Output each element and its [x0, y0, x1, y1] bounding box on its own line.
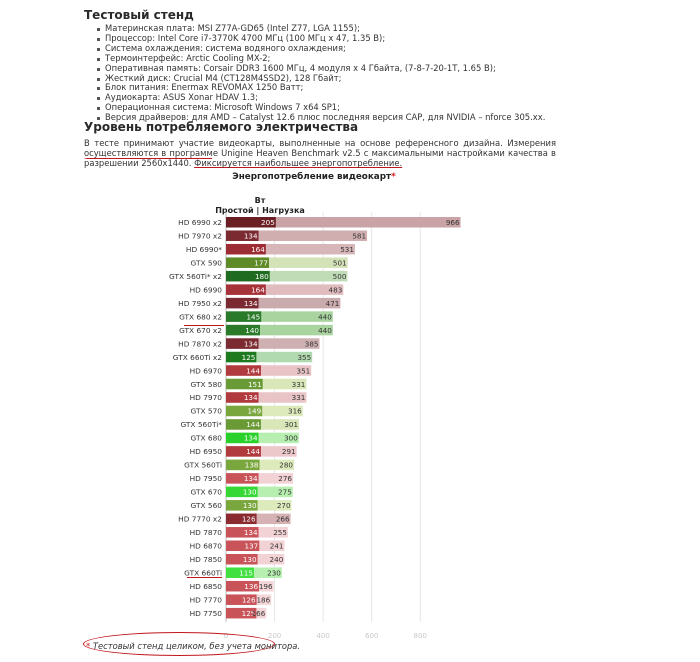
chart-series-label: Простой | Нагрузка	[215, 206, 305, 215]
load-value-label: 331	[291, 379, 306, 389]
testbed-heading: Тестовый стенд	[84, 8, 194, 22]
category-label: HD 7970 x2	[178, 231, 222, 241]
category-label: HD 6970	[189, 366, 222, 376]
category-label: GTX 660Ti x2	[172, 352, 222, 362]
chart-unit: Вт	[254, 196, 266, 205]
load-value-label: 275	[278, 487, 292, 497]
load-value-label: 241	[269, 541, 284, 551]
idle-value-label: 130	[242, 501, 257, 511]
power-heading: Уровень потребляемого электричества	[84, 120, 359, 134]
category-label: HD 7970	[189, 393, 222, 403]
idle-value-label: 140	[245, 325, 259, 335]
load-value-label: 240	[269, 555, 284, 564]
load-value-label: 385	[304, 339, 319, 349]
spec-item: Блок питания: Enermax REVOMAX 1250 Ватт;	[96, 83, 545, 93]
idle-value-label: 125	[241, 608, 256, 618]
category-label: HD 7950	[189, 474, 222, 484]
spec-item: Оперативная память: Corsair DDR3 1600 МГц, 4 модуля x 4 Гбайта, (7-8-7-20-1T, 1.65 В);	[96, 64, 545, 74]
load-value-label: 966	[445, 218, 460, 227]
footnote-text: Тестовый стенд целиком, без учета монитора.	[92, 641, 301, 651]
load-value-label: 355	[297, 352, 312, 362]
idle-value-label: 144	[246, 366, 260, 376]
idle-value-label: 144	[246, 447, 260, 457]
category-label: GTX 660Ti	[184, 568, 222, 578]
load-value-label: 351	[296, 366, 311, 376]
idle-value-label: 136	[244, 581, 259, 591]
load-value-label: 300	[284, 433, 298, 443]
idle-value-label: 177	[254, 258, 268, 268]
chart-title-mark: *	[391, 172, 396, 182]
x-tick-label: 800	[413, 632, 427, 640]
category-label: GTX 680	[190, 433, 222, 443]
category-label: GTX 560	[190, 501, 222, 511]
idle-value-label: 126	[241, 595, 256, 605]
load-value-label: 440	[318, 325, 332, 335]
load-value-label: 230	[267, 568, 281, 578]
load-value-label: 531	[340, 244, 354, 254]
spec-item: Термоинтерфейс: Arctic Cooling MX-2;	[96, 54, 545, 64]
load-value-label: 280	[279, 460, 293, 470]
idle-value-label: 130	[242, 487, 257, 497]
load-value-label: 276	[278, 474, 293, 484]
idle-value-label: 144	[246, 420, 260, 430]
load-value-label: 291	[281, 447, 296, 457]
spec-item: Жесткий диск: Crucial M4 (CT128M4SSD2), 128 Гбайт;	[96, 74, 545, 84]
benchmark-link[interactable]: Unigine Heaven Benchmark	[221, 148, 340, 159]
category-label: HD 7870 x2	[178, 339, 222, 349]
category-label: HD 6990 x2	[178, 218, 222, 227]
idle-value-label: 115	[239, 568, 253, 578]
annotation-underline-gtx680x2	[184, 325, 224, 326]
intro-text-1: В тесте принимают участие видеокарты, выполненные на основе референсного дизайна. Измерения осуществляются в программе	[84, 138, 556, 159]
idle-value-label: 205	[261, 218, 275, 227]
category-label: GTX 680 x2	[179, 312, 222, 322]
idle-value-label: 134	[243, 433, 258, 443]
idle-value-label: 138	[244, 460, 259, 470]
annotation-underline-gtx660ti	[187, 577, 222, 578]
idle-value-label: 134	[243, 298, 258, 308]
idle-value-label: 151	[247, 379, 262, 389]
x-tick-label: 200	[267, 632, 282, 640]
category-label: GTX 560Ti* x2	[169, 271, 222, 281]
intro-text-2: v2.5 с максимальными настройками качества в разрешении 2560x1440.	[84, 148, 556, 169]
category-label: GTX 570	[190, 406, 222, 416]
chart-title-text: Энергопотребление видеокарт	[232, 172, 392, 182]
category-label: HD 7850	[189, 555, 222, 564]
x-tick-label: 400	[316, 632, 330, 640]
footnote-mark: *	[86, 641, 91, 651]
idle-value-label: 134	[243, 231, 258, 241]
footnote	[86, 641, 300, 651]
idle-value-label: 134	[243, 474, 258, 484]
load-value-label: 331	[291, 393, 306, 403]
category-label: GTX 580	[190, 379, 222, 389]
category-label: HD 6990	[189, 285, 222, 295]
idle-value-label: 134	[243, 393, 258, 403]
load-value-label: 270	[276, 501, 291, 511]
x-tick-label: 0	[223, 632, 229, 640]
category-label: HD 7870	[189, 528, 222, 538]
load-value-label: 316	[288, 406, 302, 416]
idle-value-label: 164	[251, 285, 265, 295]
category-label: HD 6990*	[185, 244, 222, 254]
idle-value-label: 134	[243, 528, 258, 538]
load-value-label: 501	[332, 258, 347, 268]
load-value-label: 266	[275, 514, 290, 524]
category-label: HD 6950	[189, 447, 222, 457]
spec-item: Версия драйверов: для AMD – Catalyst 12.6 плюс последняя версия CAP, для NVIDIA – nforce 305.xx.	[96, 113, 545, 123]
category-label: GTX 560Ti	[184, 460, 222, 470]
idle-value-label: 130	[242, 555, 257, 564]
idle-value-label: 149	[247, 406, 262, 416]
load-value-label: 196	[258, 581, 273, 591]
category-label: HD 7950 x2	[178, 298, 222, 308]
load-value-label: 483	[328, 285, 343, 295]
load-value-label: 186	[256, 595, 271, 605]
category-label: GTX 560Ti*	[180, 420, 222, 430]
category-label: GTX 670 x2	[179, 325, 222, 335]
spec-item: Операционная система: Microsoft Windows 7 x64 SP1;	[96, 103, 545, 113]
spec-item: Аудиокарта: ASUS Xonar HDAV 1.3;	[96, 93, 545, 103]
load-value-label: 440	[318, 312, 332, 322]
spec-item: Процессор: Intel Core i7-3770K 4700 МГц (100 МГц x 47, 1.35 В);	[96, 34, 545, 44]
category-label: HD 6850	[189, 581, 222, 591]
category-label: HD 7770	[189, 595, 222, 605]
category-label: HD 7750	[189, 608, 222, 618]
idle-value-label: 180	[254, 271, 269, 281]
highlight-link[interactable]: Фиксируется наибольшее энергопотребление.	[194, 158, 403, 169]
load-value-label: 581	[352, 231, 367, 241]
category-label: GTX 590	[190, 258, 222, 268]
category-label: HD 6870	[189, 541, 222, 551]
category-label: HD 7770 x2	[178, 514, 222, 524]
idle-value-label: 134	[243, 339, 258, 349]
idle-value-label: 137	[244, 541, 259, 551]
load-value-label: 255	[273, 528, 287, 538]
load-value-label: 166	[251, 608, 266, 618]
x-tick-label: 600	[364, 632, 379, 640]
load-value-label: 471	[325, 298, 340, 308]
idle-value-label: 164	[251, 244, 265, 254]
load-value-label: 500	[332, 271, 347, 281]
idle-value-label: 126	[241, 514, 256, 524]
spec-item: Материнская плата: MSI Z77A-GD65 (Intel Z77, LGA 1155);	[96, 24, 545, 34]
spec-item: Система охлаждения: система водяного охлаждения;	[96, 44, 545, 54]
load-value-label: 301	[284, 420, 299, 430]
idle-value-label: 145	[246, 312, 261, 322]
category-label: GTX 670	[190, 487, 222, 497]
idle-value-label: 125	[241, 352, 256, 362]
